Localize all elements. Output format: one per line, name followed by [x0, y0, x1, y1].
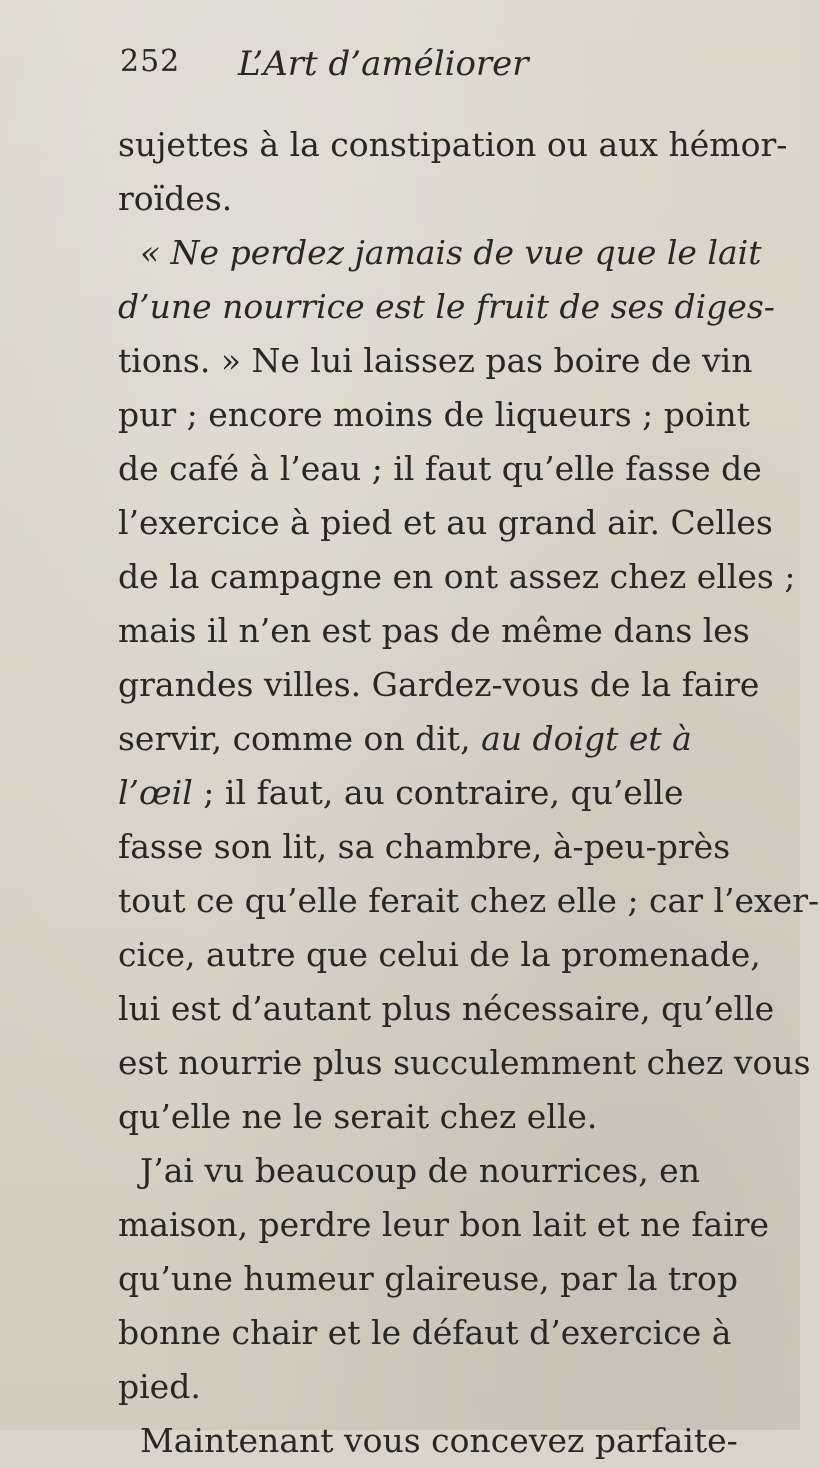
text-line: pur ; encore moins de liqueurs ; point [118, 395, 750, 434]
text-line: cice, autre que celui de la promenade, [118, 935, 761, 974]
text-line: pied. [118, 1367, 201, 1406]
text-line: lui est d’autant plus nécessaire, qu’elle [118, 989, 775, 1028]
text-line: Maintenant vous concevez parfaite- [140, 1421, 738, 1460]
text-line: l’exercice à pied et au grand air. Celles [118, 503, 773, 542]
text-line: qu’elle ne le serait chez elle. [118, 1097, 598, 1136]
page-number: 252 [120, 44, 181, 79]
text-line: maison, perdre leur bon lait et ne faire [118, 1205, 770, 1244]
emphasis: au doigt et à [481, 719, 692, 758]
text-line: sujettes à la constipation ou aux hémor- [118, 125, 788, 164]
text-line: servir, comme on dit, au doigt et à [118, 719, 692, 758]
emphasis: l’œil [118, 773, 193, 812]
text-line: tout ce qu’elle ferait chez elle ; car l’exer- [118, 881, 819, 920]
body-text [118, 118, 819, 1468]
text-line: « Ne perdez jamais de vue que le lait [140, 233, 762, 272]
text-line: roïdes. [118, 179, 233, 218]
text-line: mais il n’en est pas de même dans les [118, 611, 750, 650]
text-line: bonne chair et le défaut d’exercice à [118, 1313, 732, 1352]
page-header [120, 44, 720, 94]
text-line: de la campagne en ont assez chez elles ; [118, 557, 796, 596]
text-line: d’une nourrice est le fruit de ses diges- [118, 287, 775, 326]
text-line: est nourrie plus succulemment chez vous [118, 1043, 811, 1082]
text-line: qu’une humeur glaireuse, par la trop [118, 1259, 738, 1298]
text-line: fasse son lit, sa chambre, à-peu-près [118, 827, 731, 866]
text-line: de café à l’eau ; il faut qu’elle fasse de [118, 449, 762, 488]
text-line: l’œil ; il faut, au contraire, qu’elle [118, 773, 684, 812]
text-line: grandes villes. Gardez-vous de la faire [118, 665, 760, 704]
text-line: J’ai vu beaucoup de nourrices, en [140, 1151, 700, 1190]
text-line: tions. » Ne lui laissez pas boire de vin [118, 341, 753, 380]
running-title: L’Art d’améliorer [238, 44, 529, 84]
